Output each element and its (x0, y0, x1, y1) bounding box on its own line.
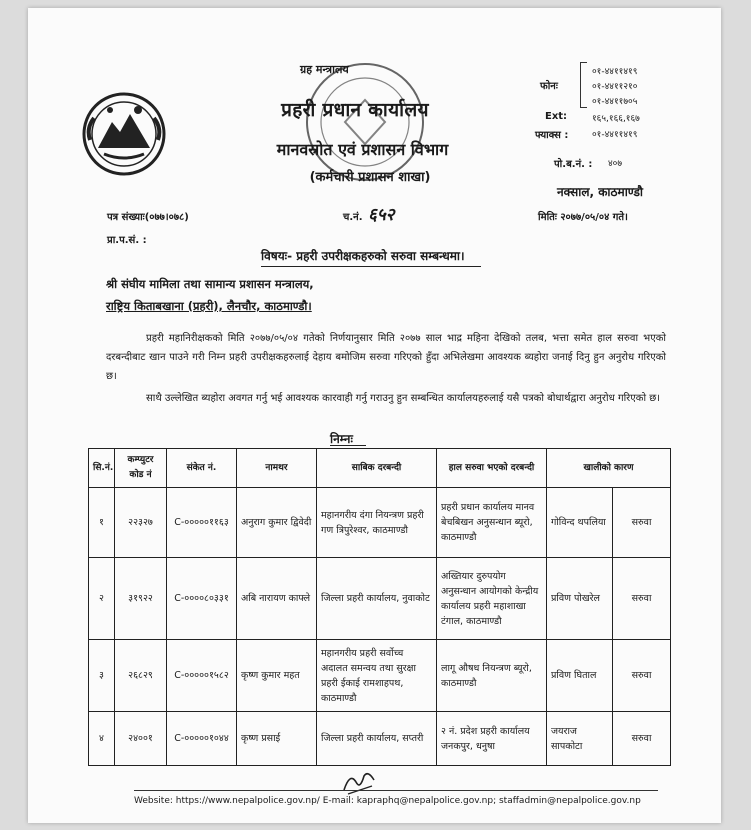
pobox-label: पो.ब.नं. : (554, 159, 593, 170)
fax-label: फ्याक्स : (535, 130, 569, 141)
header-name: नामथर (237, 449, 317, 488)
cell-sn: ४ (89, 712, 115, 766)
cell-new-post: प्रहरी प्रधान कार्यालय मानव बेचबिखन अनुसन्धान ब्यूरो, काठमाण्डौ (437, 488, 547, 558)
office-name: प्रहरी प्रधान कार्यालय (281, 99, 429, 121)
header-new-post: हाल सरुवा भएको दरबन्दी (437, 449, 547, 488)
addressee-line-1: श्री संघीय मामिला तथा सामान्य प्रशासन मन्त्रालय, (106, 277, 314, 291)
table-row (89, 558, 671, 640)
addressee-line-2: राष्ट्रिय किताबखाना (प्रहरी), लैनचौर, काठमाण्डौ। (106, 299, 312, 313)
table-row (89, 712, 671, 766)
transfer-table (88, 448, 671, 766)
cell-previous-post: महानगरीय दंगा नियन्त्रण प्रहरी गण त्रिपुरेश्वर, काठमाण्डौ (317, 488, 437, 558)
table-row (89, 640, 671, 712)
cell-reason: सरुवा (613, 640, 671, 712)
fax-value: ०१-४४११४१९ (592, 130, 638, 140)
cell-vacancy-name: प्रविण पोखरेल (547, 558, 613, 640)
phone-brace (580, 62, 587, 108)
table-row (89, 488, 671, 558)
cell-code: २६८२९ (115, 640, 167, 712)
reference-number: पत्र संख्याः(०७७।०७८) (107, 212, 189, 223)
cell-previous-post: जिल्ला प्रहरी कार्यालय, सप्तरी (317, 712, 437, 766)
nepal-emblem-icon (80, 88, 168, 180)
cell-name: अबि नारायण काफ्ले (237, 558, 317, 640)
office-address: नक्साल, काठमाण्डौ (557, 185, 644, 199)
cell-name: अनुराग कुमार द्विवेदी (237, 488, 317, 558)
letter-date: मितिः २०७७/०५/०४ गते। (538, 212, 628, 223)
header-computer-code: कम्प्युटर कोड नं (115, 449, 167, 488)
subject-line: विषयः- प्रहरी उपरीक्षकहरुको सरुवा सम्बन्धमा। (261, 249, 465, 263)
branch-name: (कर्मचारी प्रशासन शाखा) (309, 170, 431, 185)
table-header-row (89, 449, 671, 488)
signature-icon (340, 768, 380, 796)
ext-value: १६५,१६६,१६७ (592, 114, 640, 124)
ext-label: Ext: (545, 111, 568, 122)
pra-pa-sa: प्रा.प.सं. : (107, 235, 147, 246)
cell-name: कृष्ण कुमार महत (237, 640, 317, 712)
cell-symbol: C-०००००१५८२ (167, 640, 237, 712)
department-name: मानवस्रोत एवं प्रशासन विभाग (276, 140, 449, 159)
dispatch-label: च.नं. (343, 212, 363, 223)
cell-symbol: C-००००८०३३१ (167, 558, 237, 640)
cell-code: २२३२७ (115, 488, 167, 558)
cell-new-post: लागू औषध नियन्त्रण ब्यूरो, काठमाण्डौ (437, 640, 547, 712)
cell-previous-post: महानगरीय प्रहरी सर्वोच्च अदालत समन्वय तथा सुरक्षा प्रहरी ईकाई रामशाहपथ, काठमाण्डौ (317, 640, 437, 712)
phone-label: फोनः (540, 81, 558, 92)
footer-rule (134, 790, 658, 791)
cell-reason: सरुवा (613, 558, 671, 640)
phone-3: ०१-४४११७०५ (592, 97, 638, 107)
table-caption: निम्नः (330, 432, 353, 446)
cell-vacancy-name: प्रविण घिताल (547, 640, 613, 712)
cell-code: ३१९२२ (115, 558, 167, 640)
cell-vacancy-name: जयराज सापकोटा (547, 712, 613, 766)
cell-new-post: २ नं. प्रदेश प्रहरी कार्यालय जनकपुर, धनुषा (437, 712, 547, 766)
caption-underline (330, 445, 366, 446)
cell-sn: ३ (89, 640, 115, 712)
phone-1: ०१-४४११४१९ (592, 67, 638, 77)
cell-reason: सरुवा (613, 488, 671, 558)
header-sn: सि.नं. (89, 449, 115, 488)
body-paragraph-2: साथै उल्लेखित ब्यहोरा अवगत गर्नु भई आवश्यक कारवाही गर्नु गराउनु हुन सम्बन्धित कार्यालयहरुलाई यसै पत्रको बोधार्थद्वारा अनुरोध गरिएको छ। (146, 393, 661, 404)
header-previous-post: साबिक दरबन्दी (317, 449, 437, 488)
cell-sn: २ (89, 558, 115, 640)
body-paragraph-1: प्रहरी महानिरीक्षकको मिति २०७७/०५/०४ गतेको निर्णयानुसार मिति २०७७ साल भाद्र महिना देखिको तलब, भत्ता समेत हाल सरुवा भएको दरबन्दीबाट खान पाउने गरी निम्न प्रहरी उपरीक्षकहरुलाई देहाय बमोजिम सरुवा गरिएको हुँदा अभिलेखमा आवश्यक ब्यहोरा जनाई दिनु हुन अनुरोध गरिएको छ। (106, 333, 666, 382)
cell-symbol: C-०००००११६३ (167, 488, 237, 558)
subject-underline (261, 266, 481, 267)
cell-sn: १ (89, 488, 115, 558)
header-vacancy-reason: खालीको कारण (547, 449, 671, 488)
cell-code: २४००१ (115, 712, 167, 766)
cell-vacancy-name: गोविन्द थपलिया (547, 488, 613, 558)
phone-2: ०१-४४११२१० (592, 82, 638, 92)
cell-previous-post: जिल्ला प्रहरी कार्यालय, नुवाकोट (317, 558, 437, 640)
cell-reason: सरुवा (613, 712, 671, 766)
footer-contact: Website: https://www.nepalpolice.gov.np/ E-mail: kapraphq@nepalpolice.gov.np; staffadmin@nepalpolice.gov.np (134, 796, 641, 806)
dispatch-number: ६५२ (368, 205, 395, 225)
cell-new-post: अख्तियार दुरुपयोग अनुसन्धान आयोगको केन्द्रीय कार्यालय प्रहरी महाशाखा टंगाल, काठमाण्डौ (437, 558, 547, 640)
cell-name: कृष्ण प्रसाई (237, 712, 317, 766)
pobox-value: ४०७ (608, 159, 623, 169)
header-symbol-no: संकेत नं. (167, 449, 237, 488)
seal-text: ग्रह मन्त्रालय (300, 63, 349, 76)
cell-symbol: C-०००००१०४४ (167, 712, 237, 766)
